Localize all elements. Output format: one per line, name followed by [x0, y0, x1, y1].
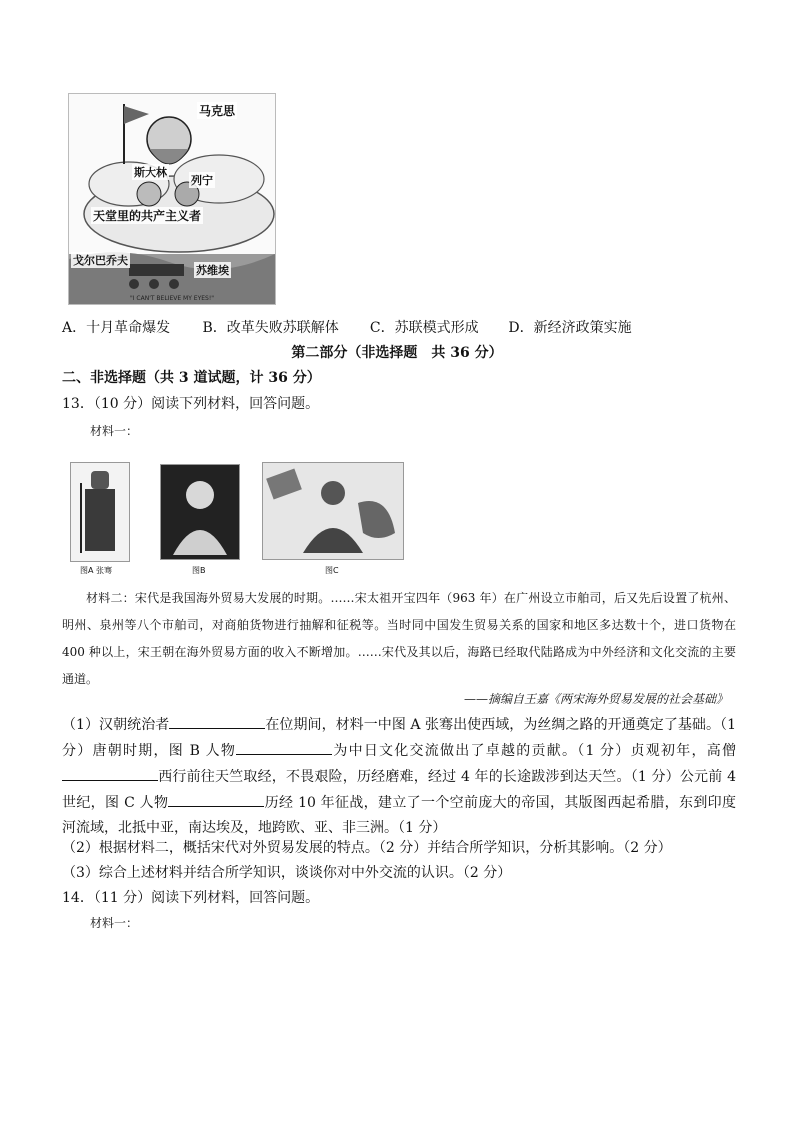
answer-blank-3[interactable]: [62, 764, 158, 781]
figure-a-caption: 图A 张骞: [80, 566, 113, 575]
q14-material1-label: 材料一：: [90, 916, 139, 930]
q13-subq3: （3）综合上述材料并结合所学知识，谈谈你对中外交流的认识。（2 分）: [62, 865, 512, 881]
answer-blank-4[interactable]: [168, 790, 264, 807]
label-gorbachev: 戈尔巴乔夫: [73, 254, 128, 267]
part-title: 第二部分（非选择题 共 36 分）: [291, 345, 503, 361]
q13-subq2: （2）根据材料二，概括宋代对外贸易发展的特点。（2 分）并结合所学知识，分析其影响。（2 分）: [62, 840, 672, 856]
q14-header: 14．（11 分）阅读下列材料，回答问题。: [62, 890, 320, 906]
label-heaven: 天堂里的共产主义者: [93, 209, 202, 223]
cartoon-drawing: [69, 94, 275, 304]
figure-b-image: [160, 464, 240, 560]
cartoon-caption: "I CAN'T BELIEVE MY EYES!": [129, 295, 215, 302]
option-d: D．新经济政策实施: [508, 320, 632, 336]
option-c: C．苏联模式形成: [369, 320, 479, 336]
figure-b-caption: 图B: [192, 566, 206, 575]
option-b: B．改革失败苏联解体: [202, 320, 339, 336]
q13-material1-label: 材料一：: [90, 424, 139, 438]
figure-c-caption: 图C: [325, 566, 339, 575]
figure-c-image: [262, 462, 404, 560]
q13-header: 13．（10 分）阅读下列材料，回答问题。: [62, 396, 320, 412]
q13-subq1: （1）汉朝统治者 在位期间，材料一中图 A 张骞出使西域，为丝绸之路的开通奠定了基础。（1 分）唐朝时期，图 B 人物 为中日文化交流做出了卓越的贡献。（1 分）贞观初年，高僧西行前往天竺取经，不畏艰险，历经磨难，经过 4 年的长途跋涉到达天竺。（1 分）公元前 4 世纪，图 C 人物 历经 10 年征战，建立了一个空前庞大的帝国，其版图西起希腊，东到印度河流域，北抵中亚，南达埃及，地跨欧、亚、非三洲。（1 分）: [62, 712, 736, 841]
q12-options: [62, 318, 632, 338]
answer-blank-1[interactable]: [169, 712, 265, 729]
option-a: A．十月革命爆发: [62, 320, 171, 336]
answer-blank-2[interactable]: [236, 738, 332, 755]
q13-material2-source: ——摘编自王嘉《两宋海外贸易发展的社会基础》: [463, 692, 728, 706]
label-soviet: 苏维埃: [196, 264, 229, 277]
label-marx: 马克思: [199, 104, 236, 118]
label-lenin: 列宁: [191, 174, 213, 187]
cartoon-image: [68, 93, 276, 305]
figure-a-image: [70, 462, 130, 562]
section-title: 二、非选择题（共 3 道试题，计 36 分）: [62, 370, 321, 386]
label-stalin: 斯大林: [134, 166, 167, 179]
q13-material2: 材料二：宋代是我国海外贸易大发展的时期。……宋太祖开宝四年（963 年）在广州设立市舶司，后又先后设置了杭州、明州、泉州等八个市舶司，对商舶货物进行抽解和征税等。当时同中国发生贸易关系的国家和地区多达数十个，进口货物在 400 种以上，宋王朝在海外贸易方面的收入不断增加。……宋代及其以后，海路已经取代陆路成为中外经济和文化交流的主要通道。: [62, 591, 736, 686]
